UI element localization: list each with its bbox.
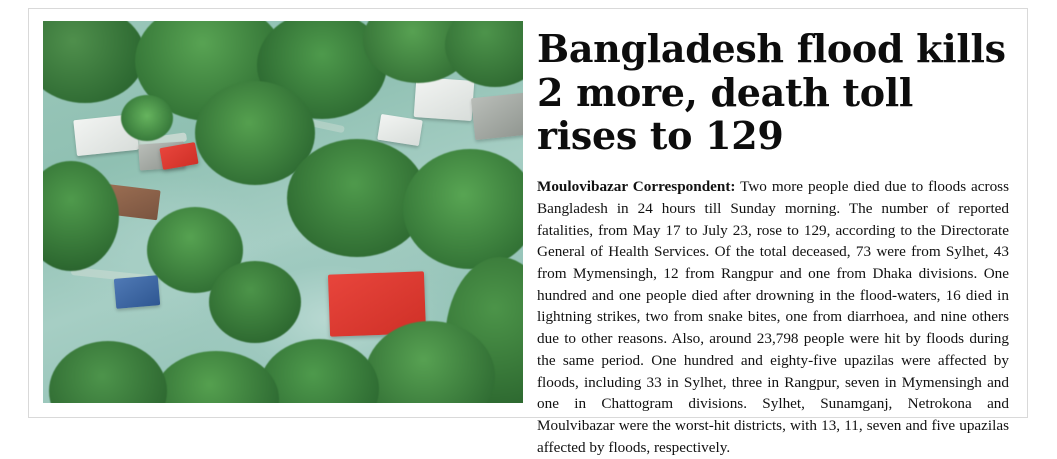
article-body-text: Two more people died due to floods across Bangladesh in 24 hours till Sunday morning. The number of reported fatalities, from May 17 to July 23, rose to 129, according to the Directorate General of Health Services. Of the total deceased, 73 were from Sylhet, 43 from Mymensingh, 12 from Rangpur and one from Dhaka divisions. One hundred and one people died after drowning in the flood-waters, 16 died in lightning strikes, two from snake bites, one from diarrhoea, and nine others due to other reasons. Also, around 23,798 people were hit by floods during the same period. One hundred and eighty-five upazilas were affected by floods, including 33 in Sylhet, three in Rangpur, seven in Mymensingh and one in Chattogram divisions. Sylhet, Sunamganj, Netrokona and Moulvibazar were the worst-hit districts, with 13, 11, seven and five upazilas affected by floods, respectively.: [537, 178, 1009, 456]
photo-column: [29, 9, 523, 417]
article-frame: [28, 8, 1028, 456]
correspondent-byline: Moulovibazar Correspondent:: [537, 178, 736, 196]
text-column: [523, 9, 1027, 456]
palm-tree-canopy: [121, 95, 173, 141]
rooftop-blue-tarp: [114, 275, 160, 309]
aerial-flood-photo: [43, 21, 523, 403]
rooftop-white-2: [414, 77, 475, 121]
tree-canopy: [209, 261, 301, 343]
article-body: [537, 176, 1009, 459]
rooftop-grey-2: [471, 92, 523, 140]
article-headline: Bangladesh flood kills 2 more, death toll rises to 129: [537, 26, 1006, 159]
